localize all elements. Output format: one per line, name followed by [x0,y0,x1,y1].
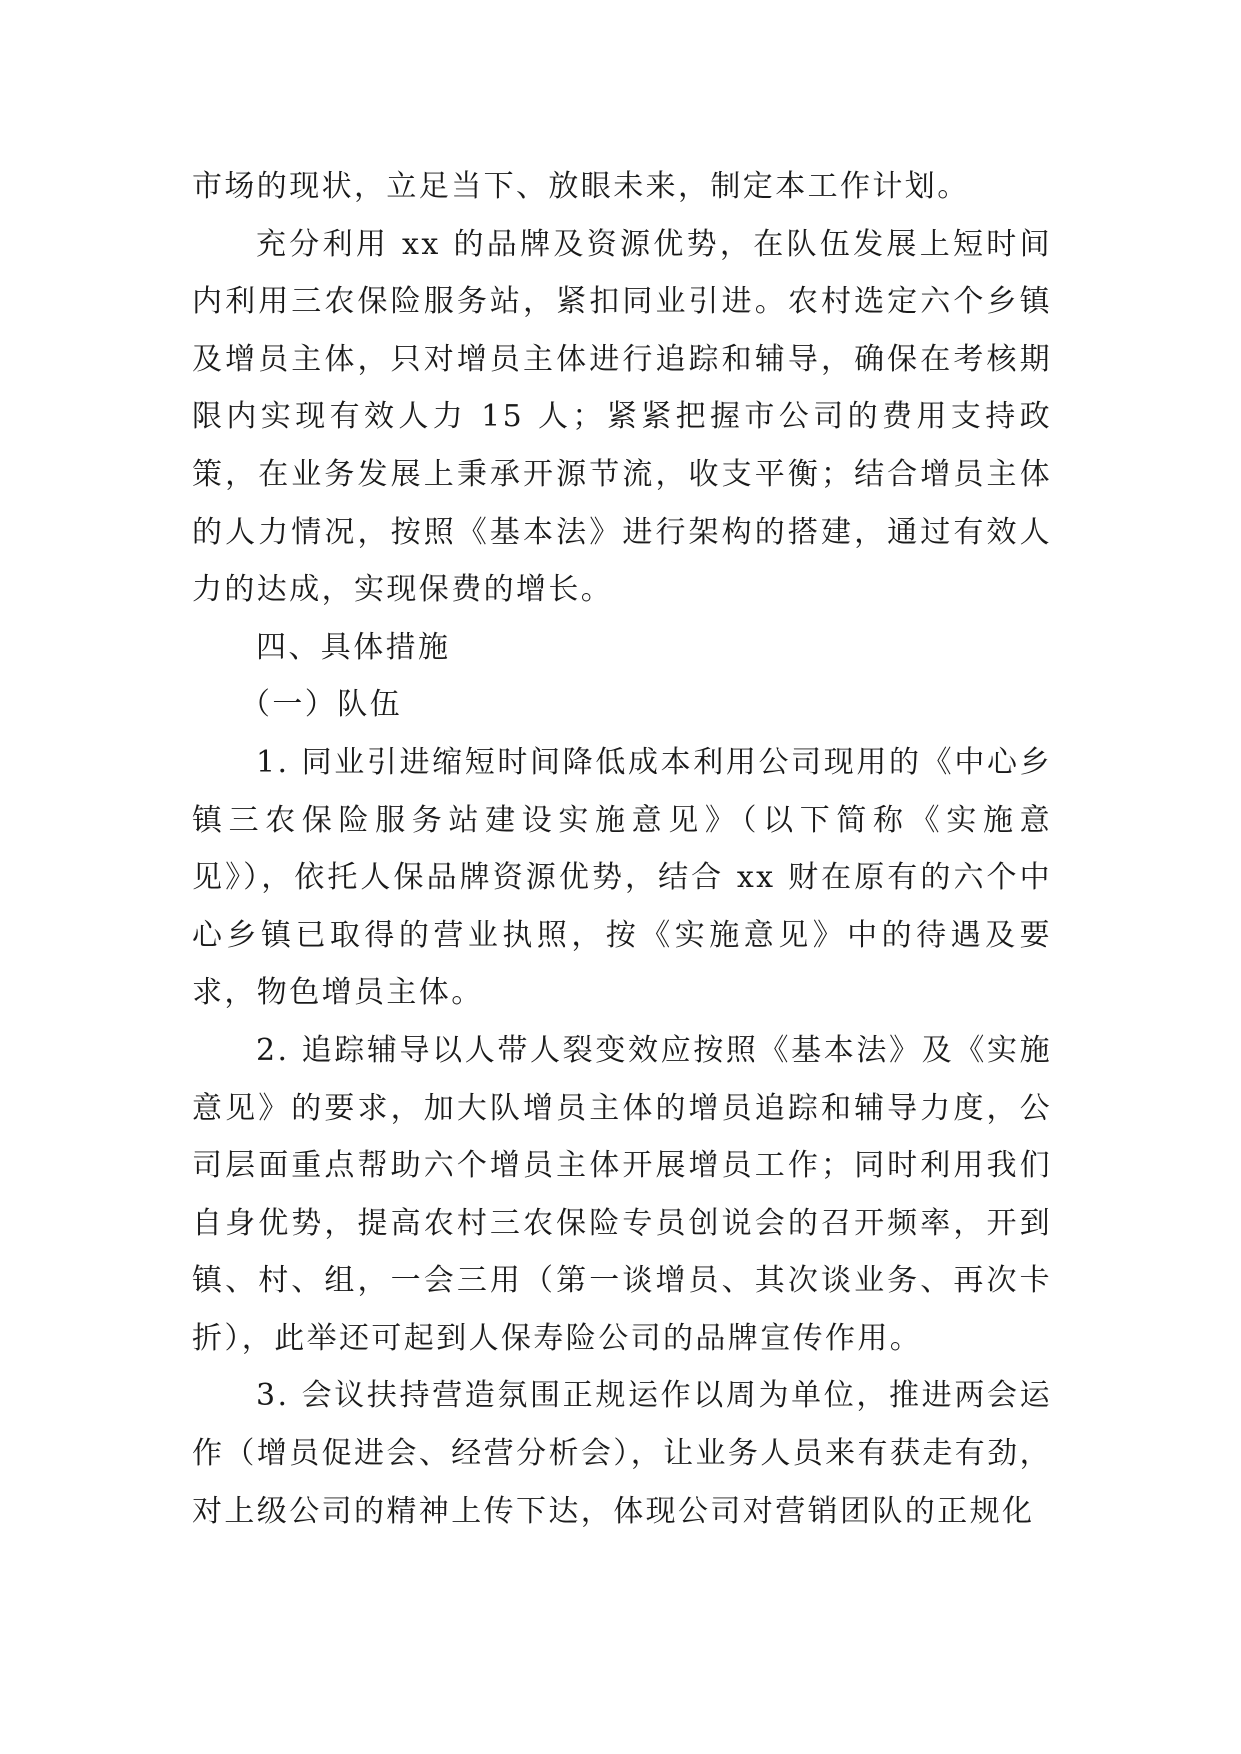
paragraph-item-1: 1. 同业引进缩短时间降低成本利用公司现用的《中心乡镇三农保险服务站建设实施意见》（以下简称《实施意见》），依托人保品牌资源优势，结合 xx 财在原有的六个中心乡镇已取得的营业执照，按《实施意见》中的待遇及要求，物色增员主体。 [192,744,1052,1011]
subsection-heading: （一）队伍 [240,687,402,723]
section-heading: 四、具体措施 [256,629,451,665]
document-body [192,158,1052,1540]
paragraph-item-2: 2. 追踪辅导以人带人裂变效应按照《基本法》及《实施意见》的要求，加大队增员主体的增员追踪和辅导力度，公司层面重点帮助六个增员主体开展增员工作；同时利用我们自身优势，提高农村三农保险专员创说会的召开频率，开到镇、村、组，一会三用（第一谈增员、其次谈业务、再次卡折），此举还可起到人保寿险公司的品牌宣传作用。 [192,1032,1052,1356]
paragraph-overview: 充分利用 xx 的品牌及资源优势，在队伍发展上短时间内利用三农保险服务站，紧扣同业引进。农村选定六个乡镇及增员主体，只对增员主体进行追踪和辅导，确保在考核期限内实现有效人力 15 人；紧紧把握市公司的费用支持政策，在业务发展上秉承开源节流，收支平衡；结合增员主体的人力情况，按照《基本法》进行架构的搭建，通过有效人力的达成，实现保费的增长。 [192,226,1052,608]
paragraph-continuation: 市场的现状，立足当下、放眼未来，制定本工作计划。 [192,169,970,204]
paragraph-item-3: 3. 会议扶持营造氛围正规运作以周为单位，推进两会运作（增员促进会、经营分析会），让业务人员来有获走有劲，对上级公司的精神上传下达，体现公司对营销团队的正规化 [192,1378,1052,1529]
